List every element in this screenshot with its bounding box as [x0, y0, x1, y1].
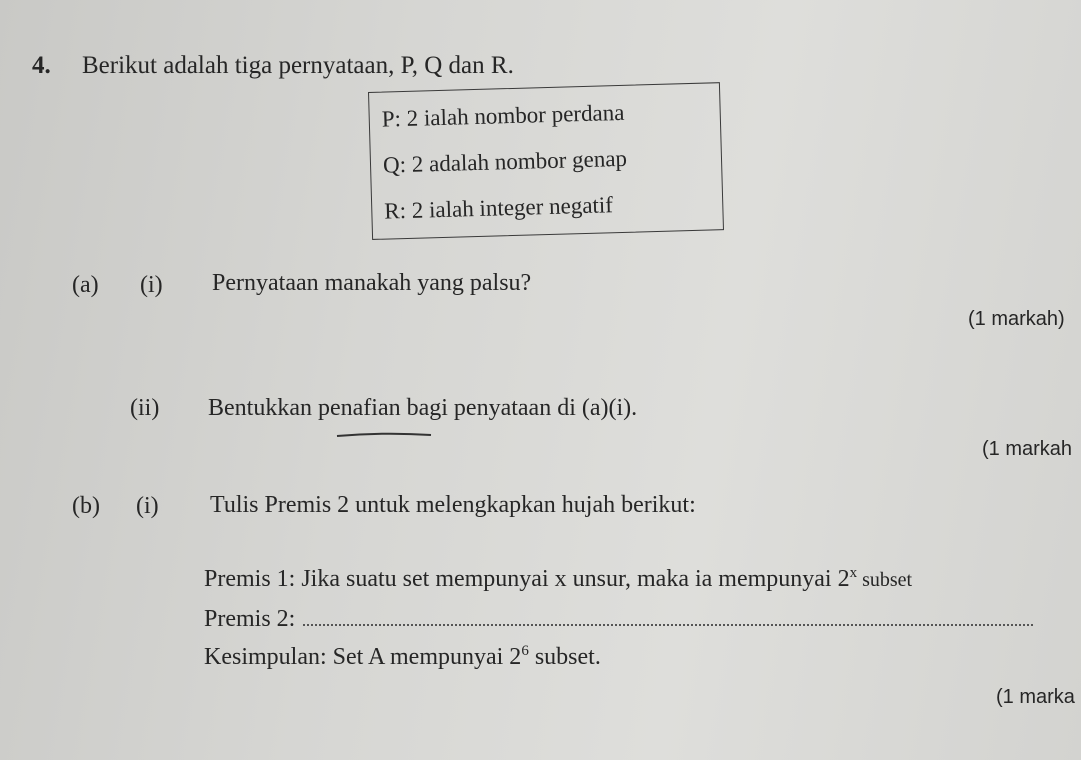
- part-b-label: (b): [72, 493, 100, 519]
- part-a-i-marks: (1 markah): [968, 308, 1065, 330]
- part-a-i-label: (i): [140, 272, 163, 298]
- handwritten-underline: [336, 432, 432, 438]
- kesimpulan: [204, 644, 601, 671]
- part-a-i-text: Pernyataan manakah yang palsu?: [212, 270, 532, 296]
- premis-2: [204, 606, 1033, 633]
- statement-r: R: 2 ialah integer negatif: [383, 192, 614, 224]
- part-a-ii-marks: (1 markah: [982, 438, 1073, 460]
- premis-1: [204, 566, 912, 593]
- premis-2-label: Premis 2:: [204, 606, 296, 632]
- kesimpulan-tail: subset.: [528, 644, 601, 670]
- statements-box: [368, 82, 724, 240]
- question-intro: Berikut adalah tiga pernyataan, P, Q dan R.: [82, 52, 514, 79]
- kesimpulan-text: Kesimpulan: Set A mempunyai 2: [204, 644, 522, 670]
- premis-1-text: Premis 1: Jika suatu set mempunyai x unsur, maka ia mempunyai 2: [204, 566, 850, 592]
- statement-p: P: 2 ialah nombor perdana: [381, 99, 625, 132]
- part-a-ii-text: Bentukkan penafian bagi penyataan di (a)(i).: [208, 395, 638, 421]
- premis-2-answer-line[interactable]: [303, 606, 1033, 626]
- part-a-ii-label: (ii): [130, 395, 160, 421]
- part-b-i-marks: (1 marka: [996, 686, 1075, 708]
- statement-q: Q: 2 adalah nombor genap: [382, 145, 628, 178]
- part-b-i-text: Tulis Premis 2 untuk melengkapkan hujah berikut:: [210, 492, 696, 518]
- part-a-label: (a): [72, 272, 99, 298]
- premis-1-tail: subset: [857, 569, 913, 591]
- kesimpulan-exponent: 6: [521, 643, 529, 659]
- question-number: 4.: [32, 52, 51, 79]
- part-b-i-label: (i): [136, 493, 159, 519]
- premis-1-exponent: x: [849, 565, 858, 581]
